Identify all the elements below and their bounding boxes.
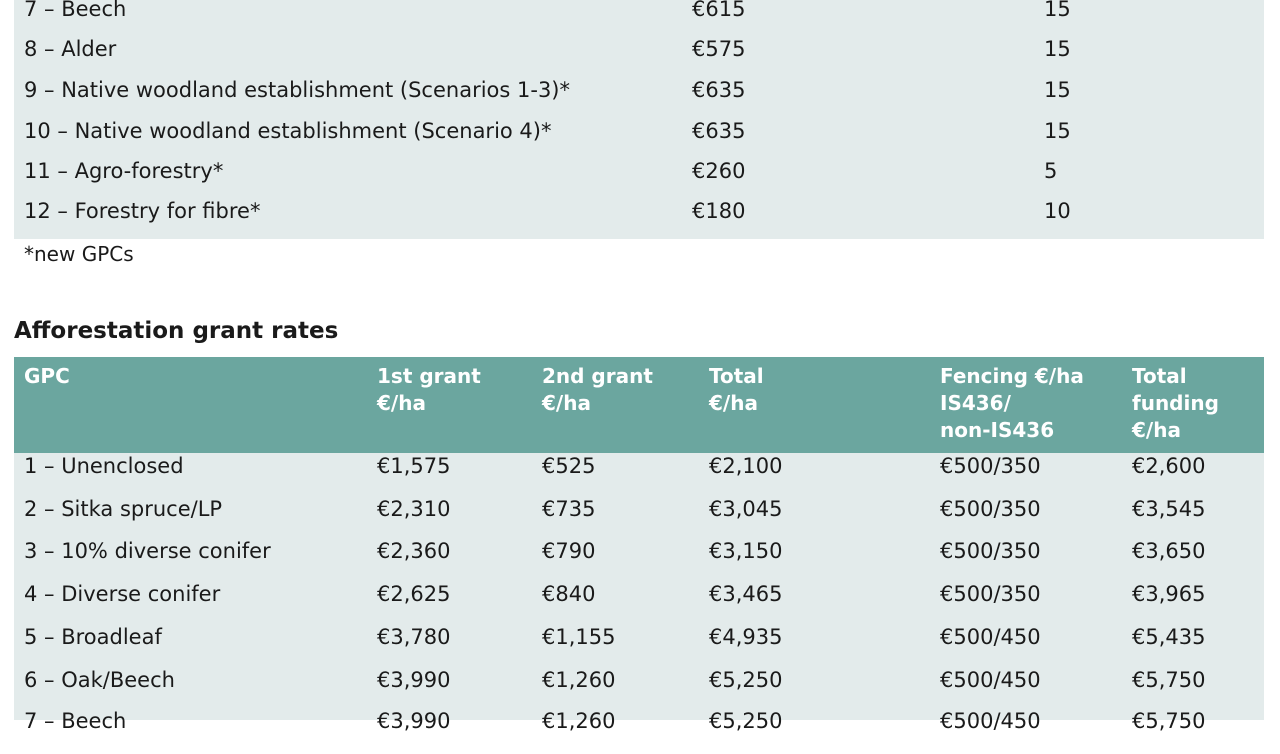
fencing-cell: €500/450 — [940, 625, 1041, 649]
gpc-cell: 1 – Unenclosed — [24, 454, 184, 478]
first-grant-cell: €3,990 — [377, 668, 451, 692]
gpc-premium-table — [14, 0, 1264, 239]
table-row — [14, 627, 1264, 670]
second-grant-cell: €790 — [542, 539, 596, 563]
header-total-funding: Total funding €/ha — [1132, 364, 1219, 442]
value-cell: €635 — [692, 119, 746, 143]
header-2nd-grant: 2nd grant €/ha — [542, 364, 653, 415]
years-cell: 15 — [1044, 37, 1071, 61]
total-funding-cell: €3,965 — [1132, 582, 1206, 606]
gpc-cell: 11 – Agro-forestry* — [24, 159, 224, 183]
gpc-cell: 4 – Diverse conifer — [24, 582, 221, 606]
header-fencing: Fencing €/ha IS436/ non-IS436 — [940, 364, 1084, 442]
total-cell: €2,100 — [709, 454, 783, 478]
header-1st-grant: 1st grant €/ha — [377, 364, 481, 415]
header-gpc: GPC — [24, 364, 70, 388]
total-cell: €4,935 — [709, 625, 783, 649]
table-row — [14, 0, 1264, 39]
gpc-cell: 7 – Beech — [24, 0, 127, 21]
total-funding-cell: €2,600 — [1132, 454, 1206, 478]
table-row — [14, 456, 1264, 499]
second-grant-cell: €1,260 — [542, 668, 616, 692]
total-funding-cell: €3,545 — [1132, 497, 1206, 521]
second-grant-cell: €1,260 — [542, 709, 616, 733]
table-row — [14, 541, 1264, 584]
second-grant-cell: €735 — [542, 497, 596, 521]
first-grant-cell: €1,575 — [377, 454, 451, 478]
years-cell: 10 — [1044, 199, 1071, 223]
table-row — [14, 201, 1264, 241]
years-cell: 15 — [1044, 0, 1071, 21]
table-row — [14, 161, 1264, 201]
fencing-cell: €500/350 — [940, 454, 1041, 478]
table-row — [14, 121, 1264, 161]
gpc-cell: 3 – 10% diverse conifer — [24, 539, 271, 563]
first-grant-cell: €2,625 — [377, 582, 451, 606]
years-cell: 5 — [1044, 159, 1058, 183]
second-grant-cell: €1,155 — [542, 625, 616, 649]
gpc-cell: 12 – Forestry for fibre* — [24, 199, 261, 223]
footnote: *new GPCs — [24, 242, 134, 266]
years-cell: 15 — [1044, 78, 1071, 102]
gpc-cell: 2 – Sitka spruce/LP — [24, 497, 223, 521]
fencing-cell: €500/450 — [940, 709, 1041, 733]
table-row — [14, 711, 1264, 754]
fencing-cell: €500/350 — [940, 582, 1041, 606]
header-total: Total €/ha — [709, 364, 764, 415]
second-grant-cell: €525 — [542, 454, 596, 478]
first-grant-cell: €2,310 — [377, 497, 451, 521]
gpc-cell: 10 – Native woodland establishment (Scenario 4)* — [24, 119, 552, 143]
value-cell: €635 — [692, 78, 746, 102]
table-row — [14, 584, 1264, 627]
total-cell: €3,465 — [709, 582, 783, 606]
fencing-cell: €500/450 — [940, 668, 1041, 692]
table-row — [14, 499, 1264, 542]
total-funding-cell: €5,750 — [1132, 709, 1206, 733]
gpc-cell: 6 – Oak/Beech — [24, 668, 175, 692]
total-funding-cell: €3,650 — [1132, 539, 1206, 563]
fencing-cell: €500/350 — [940, 497, 1041, 521]
total-cell: €3,150 — [709, 539, 783, 563]
table-row — [14, 670, 1264, 713]
value-cell: €260 — [692, 159, 746, 183]
gpc-cell: 8 – Alder — [24, 37, 117, 61]
gpc-cell: 5 – Broadleaf — [24, 625, 162, 649]
total-cell: €5,250 — [709, 668, 783, 692]
second-grant-cell: €840 — [542, 582, 596, 606]
first-grant-cell: €2,360 — [377, 539, 451, 563]
fencing-cell: €500/350 — [940, 539, 1041, 563]
table-header — [14, 357, 1264, 453]
total-cell: €5,250 — [709, 709, 783, 733]
value-cell: €615 — [692, 0, 746, 21]
table-row — [14, 39, 1264, 79]
first-grant-cell: €3,780 — [377, 625, 451, 649]
gpc-cell: 7 – Beech — [24, 709, 127, 733]
total-funding-cell: €5,435 — [1132, 625, 1206, 649]
value-cell: €180 — [692, 199, 746, 223]
section-title: Afforestation grant rates — [14, 318, 339, 344]
gpc-cell: 9 – Native woodland establishment (Scenarios 1-3)* — [24, 78, 570, 102]
first-grant-cell: €3,990 — [377, 709, 451, 733]
value-cell: €575 — [692, 37, 746, 61]
total-funding-cell: €5,750 — [1132, 668, 1206, 692]
total-cell: €3,045 — [709, 497, 783, 521]
afforestation-grant-table — [14, 357, 1264, 733]
table-row — [14, 80, 1264, 120]
years-cell: 15 — [1044, 119, 1071, 143]
